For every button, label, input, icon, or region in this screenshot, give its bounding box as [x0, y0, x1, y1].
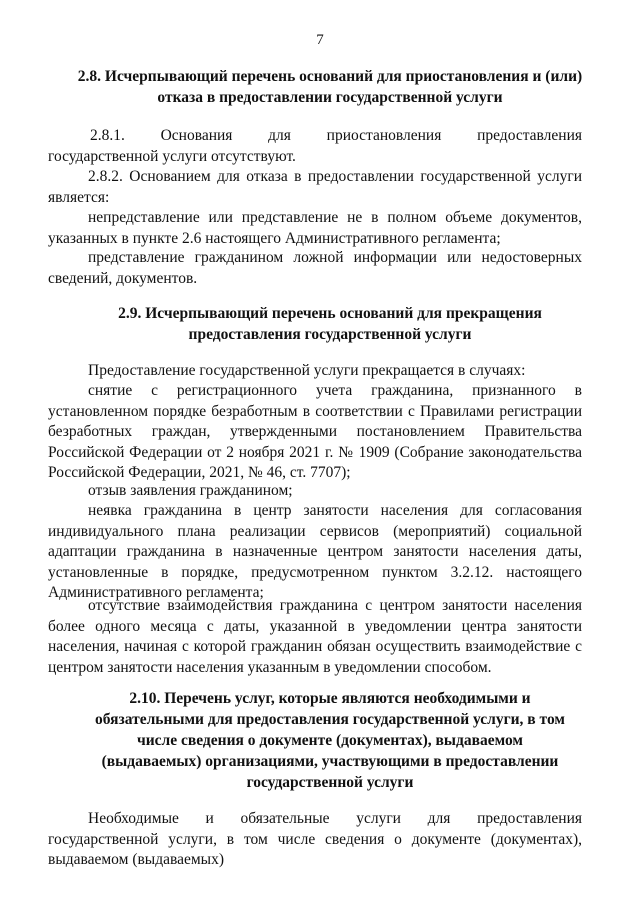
section-2-10-heading [40, 688, 620, 793]
paragraph-termination-case-4: отсутствие взаимодействия гражданина с центром занятости населения более одного месяца с даты, указанной в уведомлении центра занятости населения, начиная с которой гражданин обязан осуществить взаимодействие с центром занятости населения указанным в уведомлении способом. [48, 597, 582, 676]
section-2-9-heading [40, 303, 620, 345]
paragraph-refusal-ground-1: непредставление или представление не в полном объеме документов, указанных в пункте 2.6 настоящего Административного регламента; [48, 209, 582, 247]
page-number: 7 [316, 32, 324, 48]
paragraph-refusal-ground-2: представление гражданином ложной информации или недостоверных сведений, документов. [48, 249, 582, 287]
heading-line: (выдаваемых) организациями, участвующими в предоставлении [101, 753, 559, 770]
heading-line: обязательными для предоставления государственной услуги, в том [95, 711, 565, 728]
paragraph-termination-case-1: снятие с регистрационного учета гражданина, признанного в установленном порядке безработным в соответствии с Правилами регистрации безработных граждан, утвержденными постановлением Правительства Российской Федерации от 2 ноября 2021 г. № 1909 (Собрание законодательства Российской Федерации, 2021, № 46, ст. 7707); [48, 382, 582, 481]
paragraph-2-8-2: 2.8.2. Основанием для отказа в предоставлении государственной услуги является: [48, 168, 582, 206]
paragraph-termination-case-3: неявка гражданина в центр занятости населения для согласования индивидуального плана реализации сервисов (мероприятий) социальной адаптации гражданина в назначенные центром занятости населения даты, установленные в порядке, предусмотренном пунктом 3.2.12. настоящего Административного регламента; [48, 502, 582, 601]
paragraph-2-8-1: 2.8.1. Основания для приостановления предоставления [90, 127, 582, 144]
paragraph-2-8-1-cont: государственной услуги отсутствуют. [48, 148, 296, 165]
paragraph-termination-intro: Предоставление государственной услуги прекращается в случаях: [88, 362, 526, 379]
heading-line: 2.9. Исчерпывающий перечень оснований для прекращения [118, 305, 542, 322]
paragraph-required-services: Необходимые и обязательные услуги для предоставления государственной услуги, в том числе сведения о документе (документах), выдаваемом (выдаваемых) [48, 810, 582, 868]
heading-line: 2.10. Перечень услуг, которые являются необходимыми и [129, 690, 531, 707]
paragraph-termination-case-2: отзыв заявления гражданином; [88, 482, 293, 499]
heading-line: предоставления государственной услуги [188, 326, 472, 343]
heading-line: 2.8. Исчерпывающий перечень оснований для приостановления и (или) [77, 68, 583, 85]
section-2-8-heading [40, 66, 620, 108]
heading-line: отказа в предоставлении государственной услуги [157, 89, 503, 106]
heading-line: числе сведения о документе (документах), выдаваемом [136, 732, 523, 749]
heading-line: государственной услуги [246, 774, 414, 791]
